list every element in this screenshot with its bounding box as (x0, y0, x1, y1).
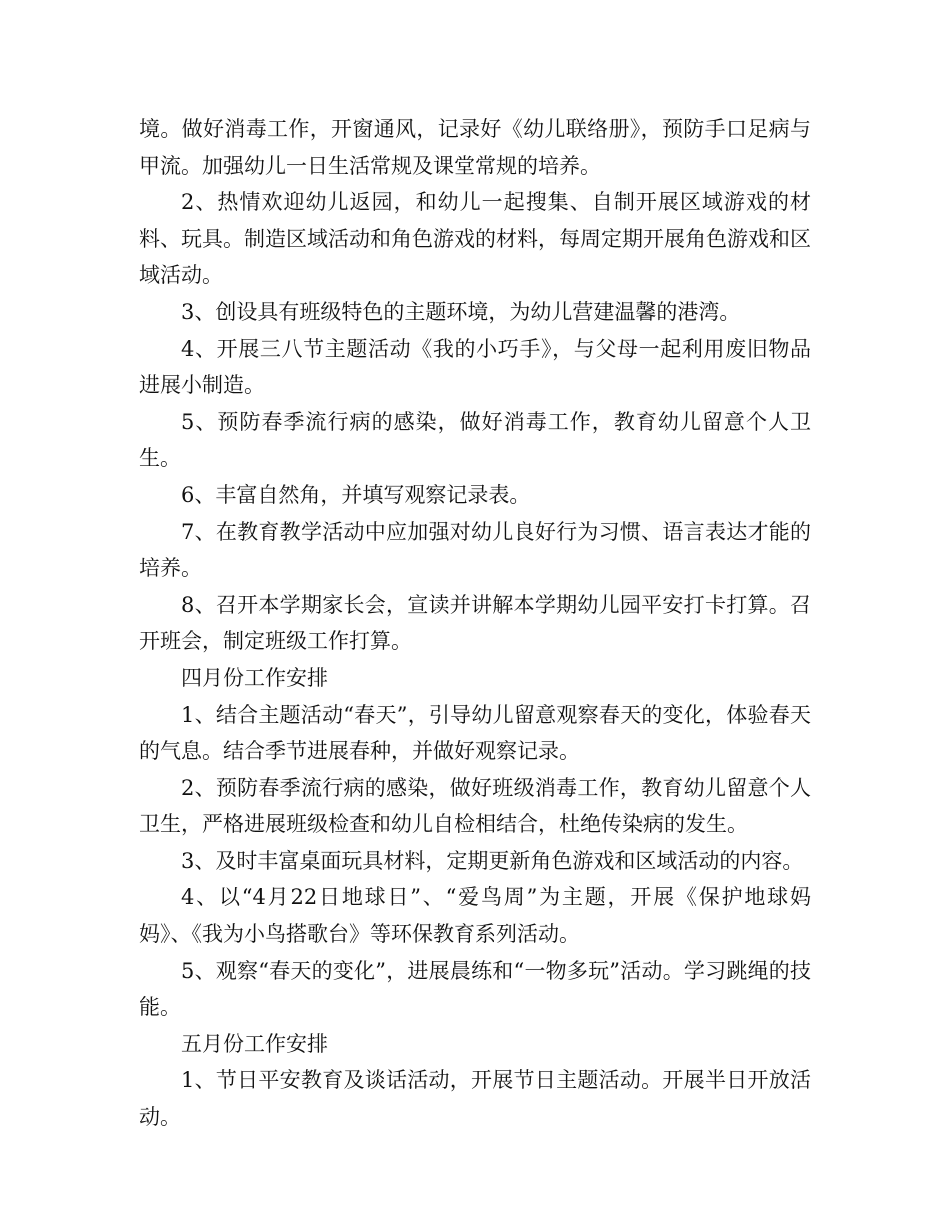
document-page (139, 111, 811, 1136)
paragraph-item-7: 7、在教育教学活动中应加强对幼儿良好行为习惯、语言表达才能的培养。 (139, 519, 811, 581)
paragraph-april-item-1: 1、结合主题活动“春天”，引导幼儿留意观察春天的变化，体验春天的气息。结合季节进展春种，并做好观察记录。 (139, 702, 811, 764)
paragraph-april-item-5: 5、观察“春天的变化”，进展晨练和“一物多玩”活动。学习跳绳的技能。 (139, 958, 811, 1020)
paragraph-item-5: 5、预防春季流行病的感染，做好消毒工作，教育幼儿留意个人卫生。 (139, 409, 811, 471)
paragraph-april-item-4: 4、以“4月22日地球日”、“爱鸟周”为主题，开展《保护地球妈妈》、《我为小鸟搭歌台》等环保教育系列活动。 (139, 885, 811, 947)
section-heading-april: 四月份工作安排 (181, 665, 328, 690)
paragraph-item-2: 2、热情欢迎幼儿返园，和幼儿一起搜集、自制开展区域游戏的材料、玩具。制造区域活动和角色游戏的材料，每周定期开展角色游戏和区域活动。 (139, 190, 811, 288)
paragraph-may-item-1: 1、节日平安教育及谈话活动，开展节日主题活动。开展半日开放活动。 (139, 1068, 811, 1130)
paragraph-april-item-3: 3、及时丰富桌面玩具材料，定期更新角色游戏和区域活动的内容。 (181, 848, 804, 873)
paragraph-item-6: 6、丰富自然角，并填写观察记录表。 (181, 482, 531, 507)
paragraph-item-8: 8、召开本学期家长会，宣读并讲解本学期幼儿园平安打卡打算。召开班会，制定班级工作打算。 (139, 592, 811, 654)
paragraph-item-3: 3、创设具有班级特色的主题环境，为幼儿营建温馨的港湾。 (181, 299, 741, 324)
paragraph-continuation: 境。做好消毒工作，开窗通风，记录好《幼儿联络册》，预防手口足病与甲流。加强幼儿一日生活常规及课堂常规的培养。 (139, 117, 811, 178)
section-heading-may: 五月份工作安排 (181, 1031, 328, 1056)
paragraph-item-4: 4、开展三八节主题活动《我的小巧手》，与父母一起利用废旧物品进展小制造。 (139, 336, 811, 398)
paragraph-april-item-2: 2、预防春季流行病的感染，做好班级消毒工作，教育幼儿留意个人卫生，严格进展班级检查和幼儿自检相结合，杜绝传染病的发生。 (139, 775, 811, 837)
